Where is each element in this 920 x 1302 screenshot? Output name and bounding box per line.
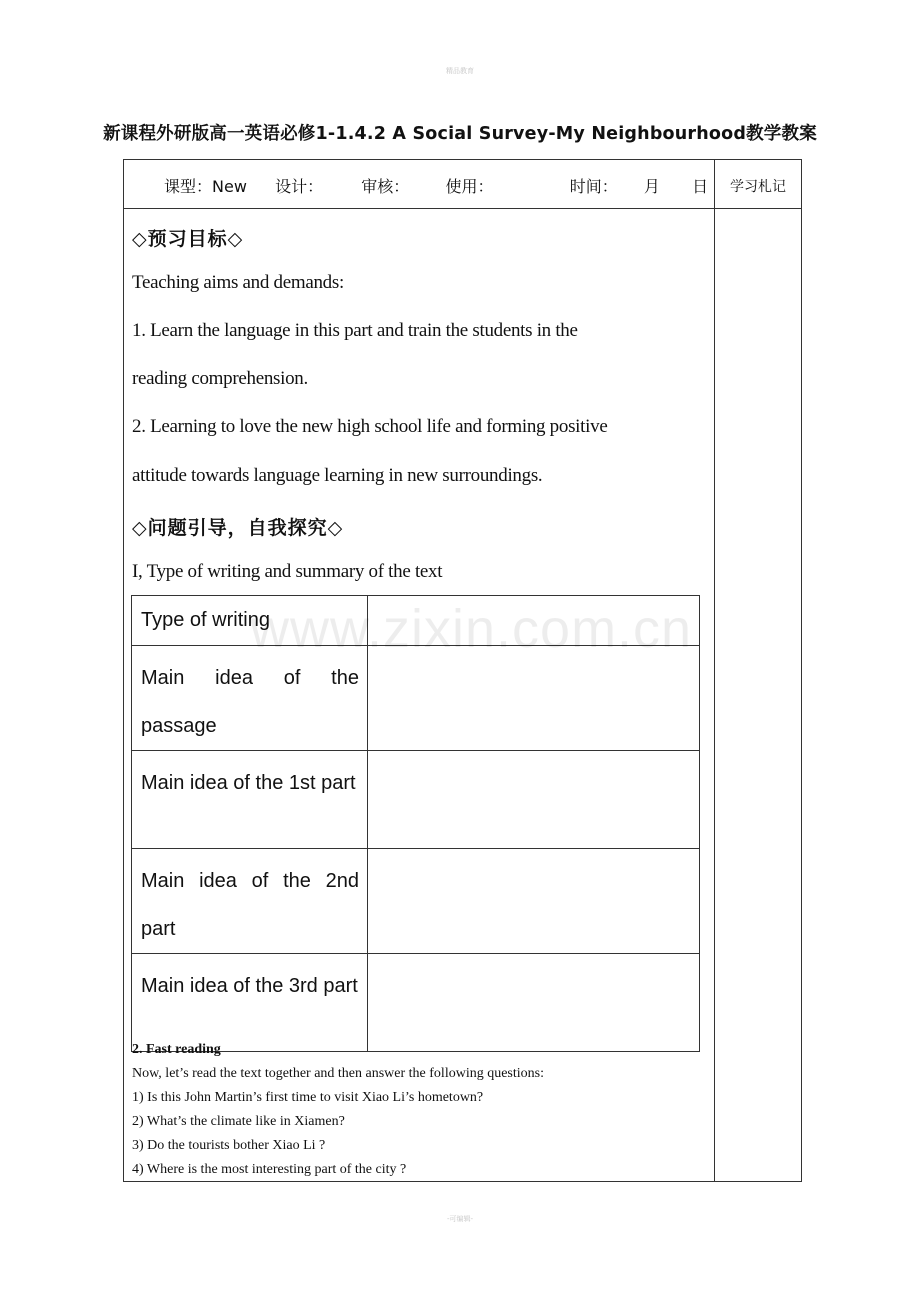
row-label: Main idea of the 3rd part [132,954,368,1052]
question-2: 2) What’s the climate like in Xiamen? [132,1114,345,1129]
document-title: 新课程外研版高一英语必修1-1.4.2 A Social Survey-My Neighbourhood教学教案 [103,124,817,144]
aim-1-line-1: 1. Learn the language in this part and train the students in the [132,320,578,341]
info-row [164,174,708,197]
footer-mark: -可编辑- [446,1215,474,1223]
answer-cell[interactable] [368,849,700,954]
header-row-divider [123,208,802,209]
row-label: Main idea of the 1st part [132,751,368,849]
question-4: 4) Where is the most interesting part of the city ? [132,1162,407,1177]
aim-2-line-2: attitude towards language learning in new surroundings. [132,465,543,486]
table-row [132,849,700,954]
answer-cell[interactable] [368,751,700,849]
question-1: 1) Is this John Martin’s first time to visit Xiao Li’s hometown? [132,1090,484,1105]
aims-label: Teaching aims and demands: [132,272,344,293]
row-label: Main idea of the passage [132,646,368,751]
day-field: 日 [692,177,709,196]
row-label: Type of writing [132,596,368,646]
answer-cell[interactable] [368,954,700,1052]
answer-cell[interactable] [368,646,700,751]
fast-reading-intro: Now, let’s read the text together and then answer the following questions: [132,1066,544,1081]
review-field: 审核： [361,177,410,196]
fast-reading-title: 2. Fast reading [132,1042,221,1057]
month-field: 月 [643,177,660,196]
course-type-field: 课型：New [164,177,247,196]
table-row [132,751,700,849]
use-field: 使用： [445,177,494,196]
aim-1-line-2: reading comprehension. [132,368,308,389]
watermark: www.zixin.com.cn [250,599,693,659]
design-field: 设计： [275,177,324,196]
notes-column-divider [714,159,715,1182]
aim-2-line-1: 2. Learning to love the new high school life and forming positive [132,416,608,437]
preview-heading: ◇预习目标◇ [132,228,244,250]
notes-column-header: 学习札记 [730,179,786,195]
inquiry-heading: ◇问题引导，自我探究◇ [132,517,344,539]
section-1-title: I, Type of writing and summary of the text [132,561,443,582]
summary-table [131,595,700,1052]
table-row [132,646,700,751]
time-field: 时间： [569,177,618,196]
header-mark: 精品教育 [446,67,474,75]
question-3: 3) Do the tourists bother Xiao Li ? [132,1138,326,1153]
row-label: Main idea of the 2nd part [132,849,368,954]
table-row [132,954,700,1052]
